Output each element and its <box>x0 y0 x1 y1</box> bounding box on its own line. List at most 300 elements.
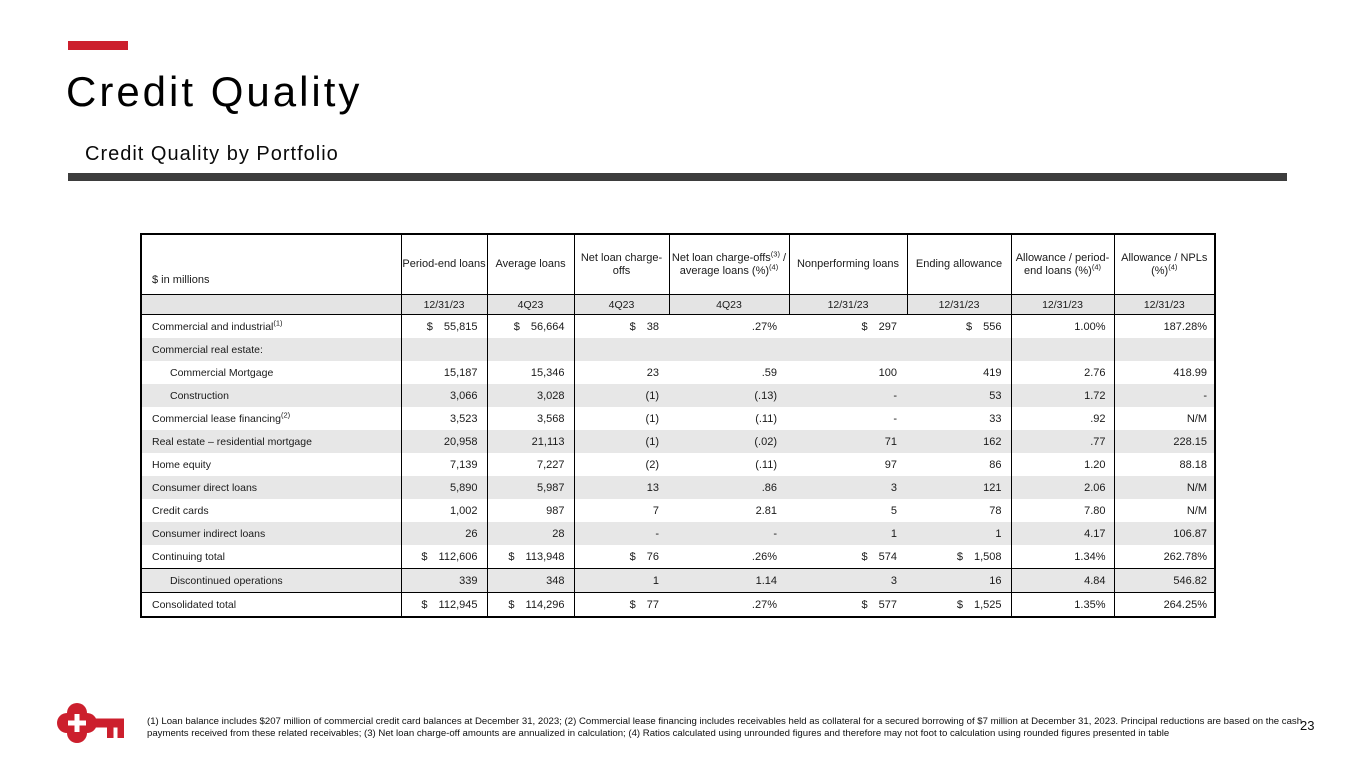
cell-value <box>669 599 789 611</box>
value-text: 262.78% <box>1163 550 1207 563</box>
table-cell <box>1011 593 1114 618</box>
value-text: 2.06 <box>1084 481 1106 494</box>
value-text: 53 <box>989 389 1002 402</box>
row-label: Commercial real estate: <box>141 338 401 361</box>
cell-value <box>488 575 574 587</box>
value-text: (1) <box>645 412 659 425</box>
table-cell <box>574 499 669 522</box>
table-cell <box>401 499 487 522</box>
column-date: 12/31/23 <box>1114 295 1215 315</box>
value-text: 28 <box>552 527 565 540</box>
value-text: 3 <box>890 574 897 587</box>
table-cell <box>487 315 574 339</box>
cell-value <box>402 505 487 517</box>
column-header: Net loan charge-offs <box>574 234 669 295</box>
table-cell <box>789 545 907 569</box>
cell-value <box>789 551 907 563</box>
table-cell <box>401 338 487 361</box>
table-cell <box>669 407 789 430</box>
value-text: N/M <box>1186 504 1207 517</box>
title-rule <box>68 173 1287 181</box>
value-text: 1.72 <box>1084 389 1106 402</box>
cell-value <box>402 436 487 448</box>
table-cell <box>669 569 789 593</box>
cell-value <box>575 505 670 517</box>
value-text: 106.87 <box>1173 527 1207 540</box>
cell-value <box>789 459 907 471</box>
row-label: Consolidated total <box>141 593 401 618</box>
table-cell <box>401 545 487 569</box>
table-cell <box>1011 545 1114 569</box>
table-cell <box>487 338 574 361</box>
cell-value <box>488 436 574 448</box>
value-text: (1) <box>645 389 659 402</box>
table-cell <box>401 430 487 453</box>
value-text: 21,113 <box>531 435 565 448</box>
cell-value <box>789 321 907 333</box>
value-text: 3,523 <box>449 412 478 425</box>
table-cell <box>669 522 789 545</box>
table-cell <box>574 453 669 476</box>
cell-value <box>669 390 789 402</box>
value-text: 2.76 <box>1084 366 1106 379</box>
cell-value <box>1115 505 1215 517</box>
column-date: 4Q23 <box>669 295 789 315</box>
value-text: - <box>1203 389 1207 402</box>
table-dates-row <box>141 295 1215 315</box>
cell-value <box>1115 367 1215 379</box>
table-cell <box>487 569 574 593</box>
value-text: 228.15 <box>1173 435 1207 448</box>
table-cell <box>1114 384 1215 407</box>
table-row <box>141 569 1215 593</box>
value-text: .27% <box>751 598 777 611</box>
cell-value <box>789 390 907 402</box>
table-corner-label: $ in millions <box>141 234 401 295</box>
value-text: 4.17 <box>1084 527 1106 540</box>
table-cell <box>1114 522 1215 545</box>
row-label: Commercial lease financing$^{(2)}$ <box>141 407 401 430</box>
cell-value <box>1012 505 1114 517</box>
value-text: 86 <box>989 458 1002 471</box>
cell-value <box>907 599 1011 611</box>
cell-value <box>789 367 907 379</box>
value-text: 1.34% <box>1074 550 1106 563</box>
column-header: Ending allowance <box>907 234 1011 295</box>
cell-value <box>1012 575 1114 587</box>
table-cell <box>574 476 669 499</box>
cell-value <box>402 321 487 333</box>
table-cell <box>907 593 1011 618</box>
dollar-sign: $ <box>421 550 428 563</box>
table-cell <box>789 453 907 476</box>
cell-value <box>907 436 1011 448</box>
column-date: 4Q23 <box>574 295 669 315</box>
value-text: 113,948 <box>525 550 565 563</box>
table-cell <box>1114 361 1215 384</box>
table-row <box>141 545 1215 569</box>
cell-value <box>907 482 1011 494</box>
cell-value <box>488 599 574 611</box>
cell-value <box>575 390 670 402</box>
table-header-row <box>141 234 1215 295</box>
value-text: 26 <box>465 527 478 540</box>
column-header: Period-end loans <box>401 234 487 295</box>
value-text: 3 <box>890 481 897 494</box>
cell-value <box>402 459 487 471</box>
key-logo-icon <box>56 700 126 747</box>
value-text: 1.14 <box>755 574 777 587</box>
cell-value <box>669 367 789 379</box>
table-cell <box>907 361 1011 384</box>
value-text: 3,028 <box>536 389 565 402</box>
cell-value <box>907 367 1011 379</box>
value-text: 418.99 <box>1173 366 1207 379</box>
cell-value <box>907 459 1011 471</box>
cell-value <box>402 482 487 494</box>
table-cell <box>1011 430 1114 453</box>
cell-value <box>1012 482 1114 494</box>
table-cell <box>1114 545 1215 569</box>
value-text: 112,606 <box>438 550 478 563</box>
value-text: 264.25% <box>1163 598 1207 611</box>
value-text: 121 <box>983 481 1002 494</box>
cell-value <box>1012 459 1114 471</box>
cell-value <box>488 390 574 402</box>
value-text: 348 <box>546 574 565 587</box>
value-text: (2) <box>645 458 659 471</box>
value-text: 7,139 <box>449 458 478 471</box>
cell-value <box>402 413 487 425</box>
table-cell <box>401 384 487 407</box>
value-text: 1 <box>890 527 897 540</box>
value-text: 100 <box>878 366 897 379</box>
table-row <box>141 338 1215 361</box>
table-cell <box>907 315 1011 339</box>
cell-value <box>789 413 907 425</box>
table-cell <box>487 407 574 430</box>
table-cell <box>1114 476 1215 499</box>
value-text: 56,664 <box>530 320 565 333</box>
cell-value <box>575 575 670 587</box>
value-text: (.11) <box>755 412 777 425</box>
cell-value <box>907 575 1011 587</box>
dollar-sign: $ <box>508 550 515 563</box>
credit-quality-table <box>140 233 1216 618</box>
cell-value <box>402 367 487 379</box>
cell-value <box>1012 436 1114 448</box>
value-text: 13 <box>646 481 659 494</box>
table-cell <box>574 338 669 361</box>
cell-value <box>1012 367 1114 379</box>
table-cell <box>574 545 669 569</box>
value-text: .86 <box>761 481 777 494</box>
cell-value <box>488 413 574 425</box>
table-cell <box>487 361 574 384</box>
value-text: 339 <box>459 574 478 587</box>
table-cell <box>487 430 574 453</box>
value-text: 1 <box>995 527 1002 540</box>
row-label: Commercial and industrial$^{(1)}$ <box>141 315 401 339</box>
cell-value <box>669 321 789 333</box>
table-cell <box>669 338 789 361</box>
dollar-sign: $ <box>861 598 868 611</box>
cell-value <box>907 321 1011 333</box>
table-cell <box>789 430 907 453</box>
table-cell <box>669 315 789 339</box>
table-row <box>141 384 1215 407</box>
table-cell <box>487 384 574 407</box>
dates-corner-cell <box>141 295 401 315</box>
row-label: Credit cards <box>141 499 401 522</box>
cell-value <box>1012 390 1114 402</box>
value-text: .92 <box>1090 412 1106 425</box>
cell-value <box>402 551 487 563</box>
table-cell <box>1114 430 1215 453</box>
table-cell <box>789 338 907 361</box>
value-text: 76 <box>646 550 659 563</box>
value-text: .59 <box>761 366 777 379</box>
cell-value <box>488 528 574 540</box>
dollar-sign: $ <box>861 320 868 333</box>
cell-value <box>575 459 670 471</box>
cell-value <box>907 528 1011 540</box>
dollar-sign: $ <box>629 320 636 333</box>
slide-subtitle: Credit Quality by Portfolio <box>85 143 339 165</box>
table-row <box>141 476 1215 499</box>
cell-value <box>1115 482 1215 494</box>
cell-value <box>1012 528 1114 540</box>
cell-value <box>907 551 1011 563</box>
table-cell <box>907 545 1011 569</box>
cell-value <box>907 390 1011 402</box>
cell-value <box>575 436 670 448</box>
table-cell <box>401 453 487 476</box>
table-cell <box>487 593 574 618</box>
table-cell <box>907 338 1011 361</box>
column-header: Nonperforming loans <box>789 234 907 295</box>
table-cell <box>1011 315 1114 339</box>
cell-value <box>669 413 789 425</box>
cell-value <box>1115 459 1215 471</box>
cell-value <box>575 528 670 540</box>
table-cell <box>789 569 907 593</box>
value-text: 419 <box>983 366 1002 379</box>
table-cell <box>1114 338 1215 361</box>
value-text: 187.28% <box>1163 320 1207 333</box>
table-cell <box>789 407 907 430</box>
table-cell <box>574 430 669 453</box>
table-cell <box>669 384 789 407</box>
value-text: 33 <box>989 412 1002 425</box>
table-row <box>141 593 1215 618</box>
value-text: 20,958 <box>443 435 478 448</box>
table-row <box>141 522 1215 545</box>
value-text: 2.81 <box>755 504 777 517</box>
cell-value <box>669 482 789 494</box>
value-text: (.11) <box>755 458 777 471</box>
table-cell <box>1011 407 1114 430</box>
table-cell <box>487 545 574 569</box>
dollar-sign: $ <box>861 550 868 563</box>
table-cell <box>669 545 789 569</box>
table-cell <box>487 522 574 545</box>
value-text: 15,187 <box>443 366 478 379</box>
table-cell <box>401 522 487 545</box>
value-text: - <box>655 527 659 540</box>
cell-value <box>402 575 487 587</box>
cell-value <box>1012 321 1114 333</box>
value-text: .77 <box>1090 435 1106 448</box>
cell-value <box>575 367 670 379</box>
dollar-sign: $ <box>629 550 636 563</box>
cell-value <box>789 599 907 611</box>
row-label: Consumer direct loans <box>141 476 401 499</box>
table-cell <box>1011 338 1114 361</box>
value-text: 3,568 <box>536 412 565 425</box>
value-text: 546.82 <box>1173 574 1207 587</box>
value-text: 23 <box>646 366 659 379</box>
table-cell <box>669 593 789 618</box>
value-text: 7.80 <box>1084 504 1106 517</box>
column-date: 12/31/23 <box>907 295 1011 315</box>
table-cell <box>574 569 669 593</box>
cell-value <box>789 505 907 517</box>
value-text: 1,002 <box>449 504 478 517</box>
cell-value <box>488 482 574 494</box>
table-cell <box>1011 384 1114 407</box>
table-cell <box>669 476 789 499</box>
value-text: 112,945 <box>438 598 478 611</box>
value-text: N/M <box>1186 412 1207 425</box>
table-cell <box>669 499 789 522</box>
table-cell <box>907 499 1011 522</box>
page-number: 23 <box>1300 718 1315 733</box>
cell-value <box>1012 413 1114 425</box>
table-cell <box>907 407 1011 430</box>
value-text: 556 <box>983 320 1002 333</box>
cell-value <box>488 459 574 471</box>
dollar-sign: $ <box>956 598 963 611</box>
column-date: 12/31/23 <box>401 295 487 315</box>
cell-value <box>789 482 907 494</box>
cell-value <box>488 367 574 379</box>
cell-value <box>575 482 670 494</box>
value-text: 16 <box>989 574 1002 587</box>
dollar-sign: $ <box>966 320 973 333</box>
cell-value <box>907 505 1011 517</box>
table-cell <box>789 315 907 339</box>
table-cell <box>487 499 574 522</box>
table-cell <box>574 361 669 384</box>
value-text: (1) <box>645 435 659 448</box>
value-text: - <box>773 527 777 540</box>
dollar-sign: $ <box>629 598 636 611</box>
table-cell <box>401 476 487 499</box>
row-label: Real estate – residential mortgage <box>141 430 401 453</box>
value-text: 577 <box>878 598 897 611</box>
value-text: 1,525 <box>973 598 1002 611</box>
table-cell <box>487 476 574 499</box>
value-text: 78 <box>989 504 1002 517</box>
dollar-sign: $ <box>513 320 520 333</box>
cell-value <box>669 459 789 471</box>
value-text: 297 <box>878 320 897 333</box>
table-cell <box>401 407 487 430</box>
table-cell <box>1011 361 1114 384</box>
footnote-text: (1) Loan balance includes $207 million of commercial credit card balances at December 31, 2023; (2) Commercial lease financing includes receivables held as collateral for a secured borrowing of $7 million at December 31, 2023. Principal reductions are based on the cash payments received from these related receivables; (3) Net loan charge-off amounts are annualized in calculation; (4) Ratios calculated using unrounded figures and therefore may not foot to calculation using rounded figures presented in table <box>147 716 1303 739</box>
table-cell <box>789 476 907 499</box>
table-cell <box>907 453 1011 476</box>
table-row <box>141 407 1215 430</box>
cell-value <box>488 505 574 517</box>
cell-value <box>1012 599 1114 611</box>
cell-value <box>669 528 789 540</box>
cell-value <box>1115 575 1215 587</box>
value-text: 1.00% <box>1074 320 1106 333</box>
value-text: 5,890 <box>449 481 478 494</box>
table-cell <box>669 453 789 476</box>
table-row <box>141 453 1215 476</box>
value-text: 1,508 <box>973 550 1002 563</box>
accent-bar <box>68 41 128 50</box>
table-cell <box>1114 569 1215 593</box>
table-cell <box>1011 569 1114 593</box>
table-row <box>141 499 1215 522</box>
value-text: 7,227 <box>536 458 565 471</box>
table-cell <box>907 569 1011 593</box>
value-text: - <box>893 389 897 402</box>
row-label: Discontinued operations <box>141 569 401 593</box>
table-cell <box>789 522 907 545</box>
cell-value <box>1115 321 1215 333</box>
table-cell <box>401 593 487 618</box>
dollar-sign: $ <box>956 550 963 563</box>
dollar-sign: $ <box>426 320 433 333</box>
value-text: .27% <box>751 320 777 333</box>
column-header: Average loans <box>487 234 574 295</box>
value-text: 38 <box>646 320 659 333</box>
cell-value <box>789 528 907 540</box>
cell-value <box>669 436 789 448</box>
value-text: 1.20 <box>1084 458 1106 471</box>
column-date: 12/31/23 <box>789 295 907 315</box>
cell-value <box>1012 551 1114 563</box>
table-cell <box>789 361 907 384</box>
dollar-sign: $ <box>421 598 428 611</box>
table-cell <box>401 315 487 339</box>
value-text: 71 <box>884 435 897 448</box>
column-header: Allowance / period-end loans (%)$^{(4)}$ <box>1011 234 1114 295</box>
table-cell <box>487 453 574 476</box>
cell-value <box>669 505 789 517</box>
value-text: 55,815 <box>443 320 478 333</box>
value-text: 1.35% <box>1074 598 1106 611</box>
table-cell <box>907 476 1011 499</box>
table-cell <box>401 361 487 384</box>
column-date: 4Q23 <box>487 295 574 315</box>
value-text: 15,346 <box>530 366 565 379</box>
cell-value <box>402 599 487 611</box>
value-text: 4.84 <box>1084 574 1106 587</box>
table-cell <box>401 569 487 593</box>
cell-value <box>488 551 574 563</box>
table-cell <box>1114 407 1215 430</box>
column-date: 12/31/23 <box>1011 295 1114 315</box>
value-text: 162 <box>983 435 1002 448</box>
table-cell <box>1114 499 1215 522</box>
value-text: 5 <box>890 504 897 517</box>
